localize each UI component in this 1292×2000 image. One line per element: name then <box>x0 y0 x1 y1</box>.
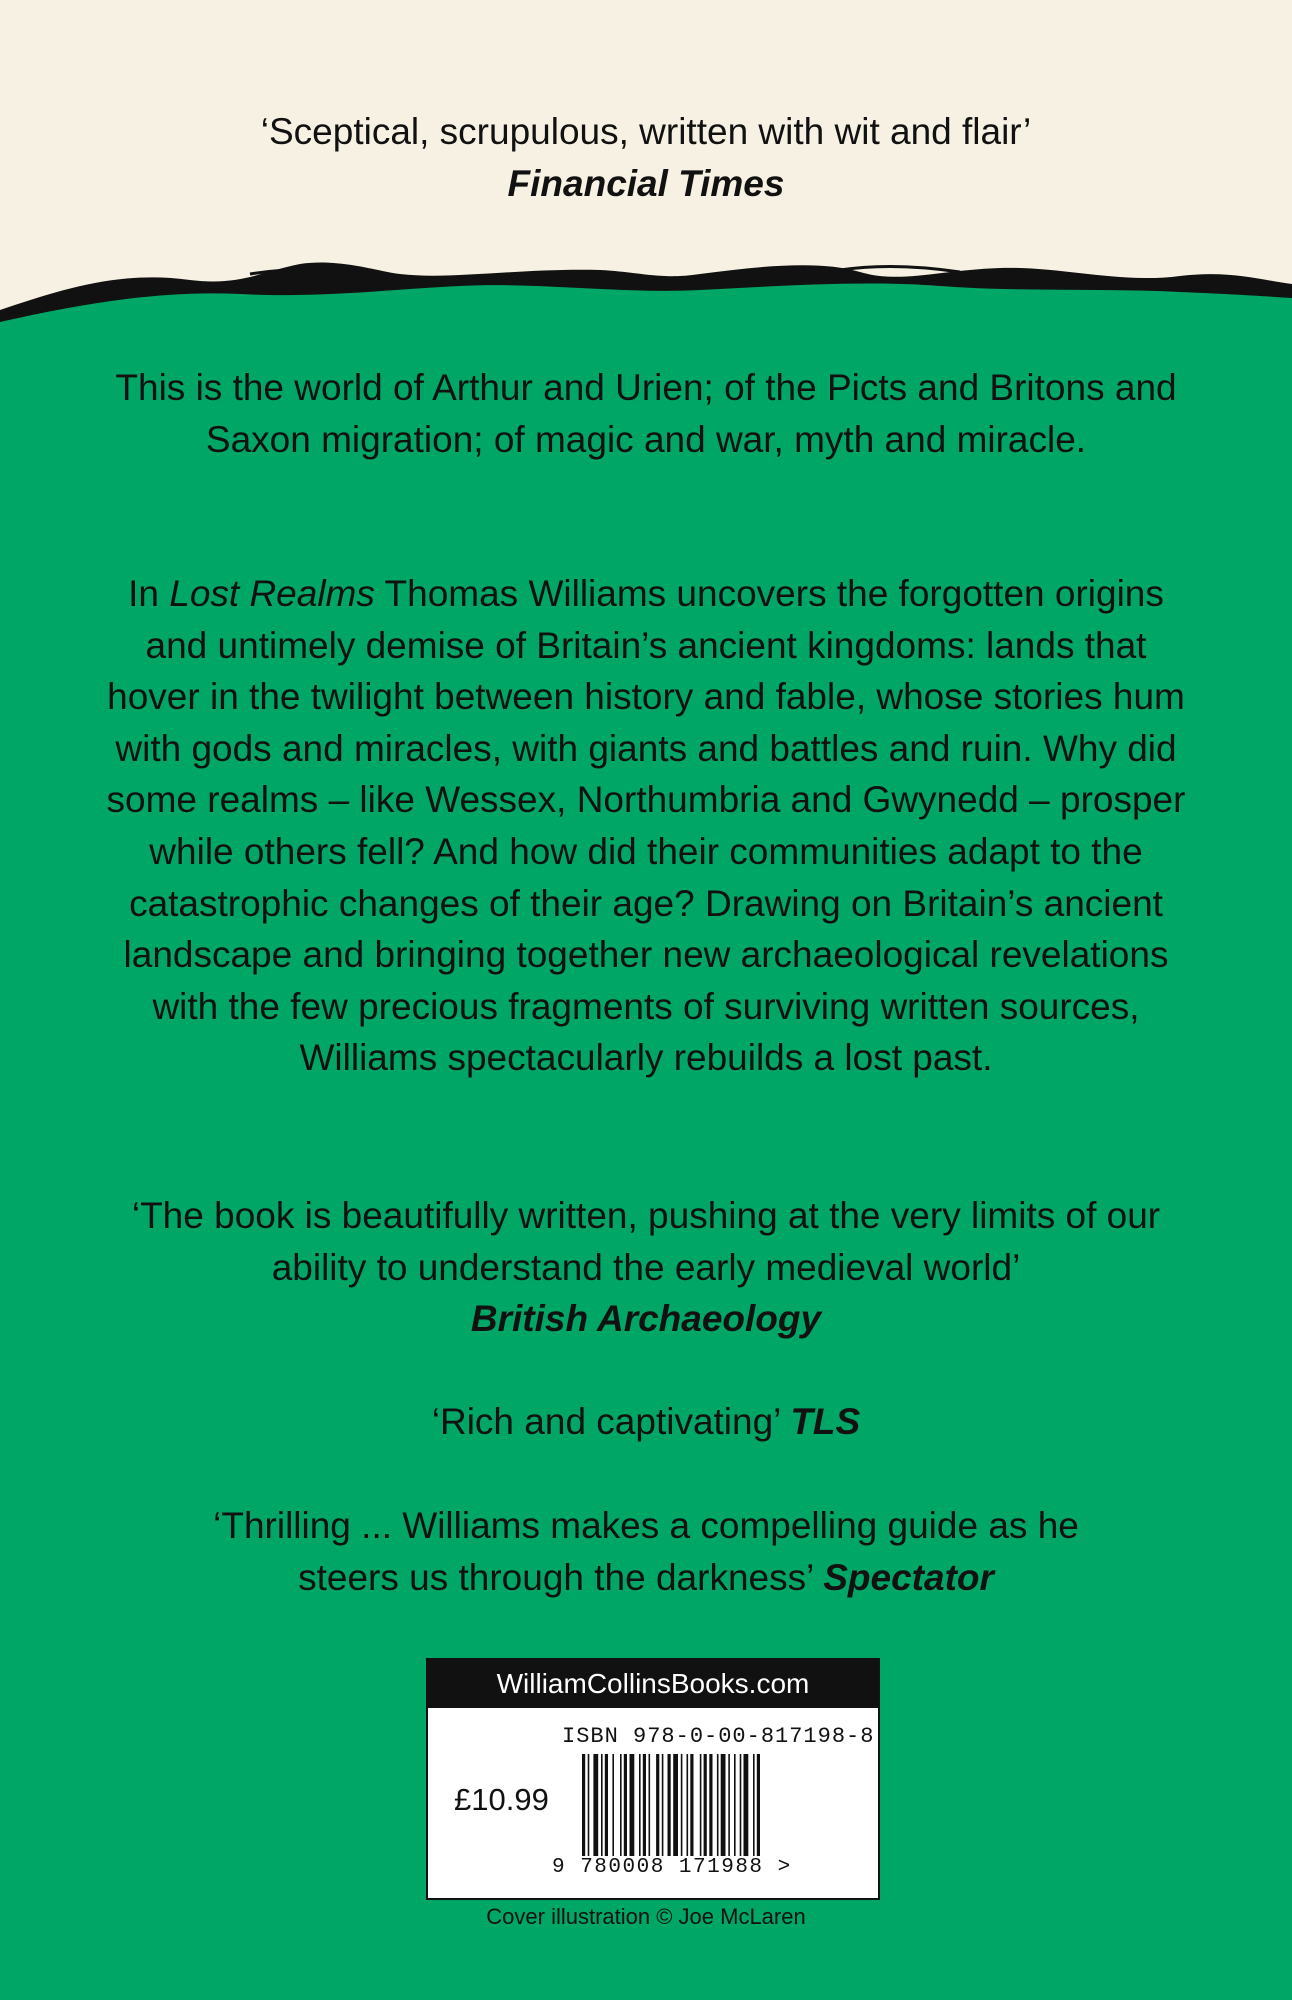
isbn-text: ISBN 978-0-00-817198-8 <box>562 1724 875 1749</box>
review-1 <box>100 1190 1192 1345</box>
review-2 <box>100 1396 1192 1448</box>
review-3 <box>196 1500 1096 1603</box>
review-2-source: TLS <box>790 1401 861 1442</box>
review-3-text: ‘Thrilling ... Williams makes a compelling guide as he steers us through the darkness’ <box>213 1505 1079 1598</box>
review-1-source: British Archaeology <box>470 1298 822 1340</box>
barcode-digits: 9 780008 171988 > <box>552 1856 792 1879</box>
price: £10.99 <box>454 1782 549 1817</box>
book-title: Lost Realms <box>169 573 375 614</box>
review-3-source: Spectator <box>823 1556 994 1598</box>
review-2-text: ‘Rich and captivating’ <box>431 1401 781 1442</box>
blurb-body-rest: Thomas Williams uncovers the forgotten origins and untimely demise of Britain’s ancient kingdoms: lands that hover in the twilight between history and fable, whose stories hum with gods and miracles, with giants and battles and ruin. Why did some realms – like Wessex, Northumbria and Gwynedd – prosper while others fell? And how did their communities adapt to the catastrophic changes of their age? Drawing on Britain’s ancient landscape and bringing together new archaeological revelations with the few precious fragments of surviving written sources, Williams spectacularly rebuilds a lost past. <box>106 573 1186 1079</box>
barcode-panel <box>426 1658 880 1900</box>
top-review-source: Financial Times <box>507 163 785 204</box>
hill-silhouette-illustration <box>0 250 1292 340</box>
blurb-body <box>100 568 1192 1084</box>
blurb-body-lead: In <box>128 573 159 614</box>
blurb-intro: This is the world of Arthur and Urien; of the Picts and Britons and Saxon migration; of magic and war, myth and miracle. <box>115 367 1177 460</box>
top-review <box>0 106 1292 210</box>
publisher-website: WilliamCollinsBooks.com <box>428 1660 878 1708</box>
review-1-text: ‘The book is beautifully written, pushing at the very limits of our ability to understand the early medieval world’ <box>131 1195 1161 1288</box>
top-review-text: ‘Sceptical, scrupulous, written with wit and flair’ <box>260 111 1032 152</box>
cover-credit: Cover illustration © Joe McLaren <box>486 1904 806 1929</box>
